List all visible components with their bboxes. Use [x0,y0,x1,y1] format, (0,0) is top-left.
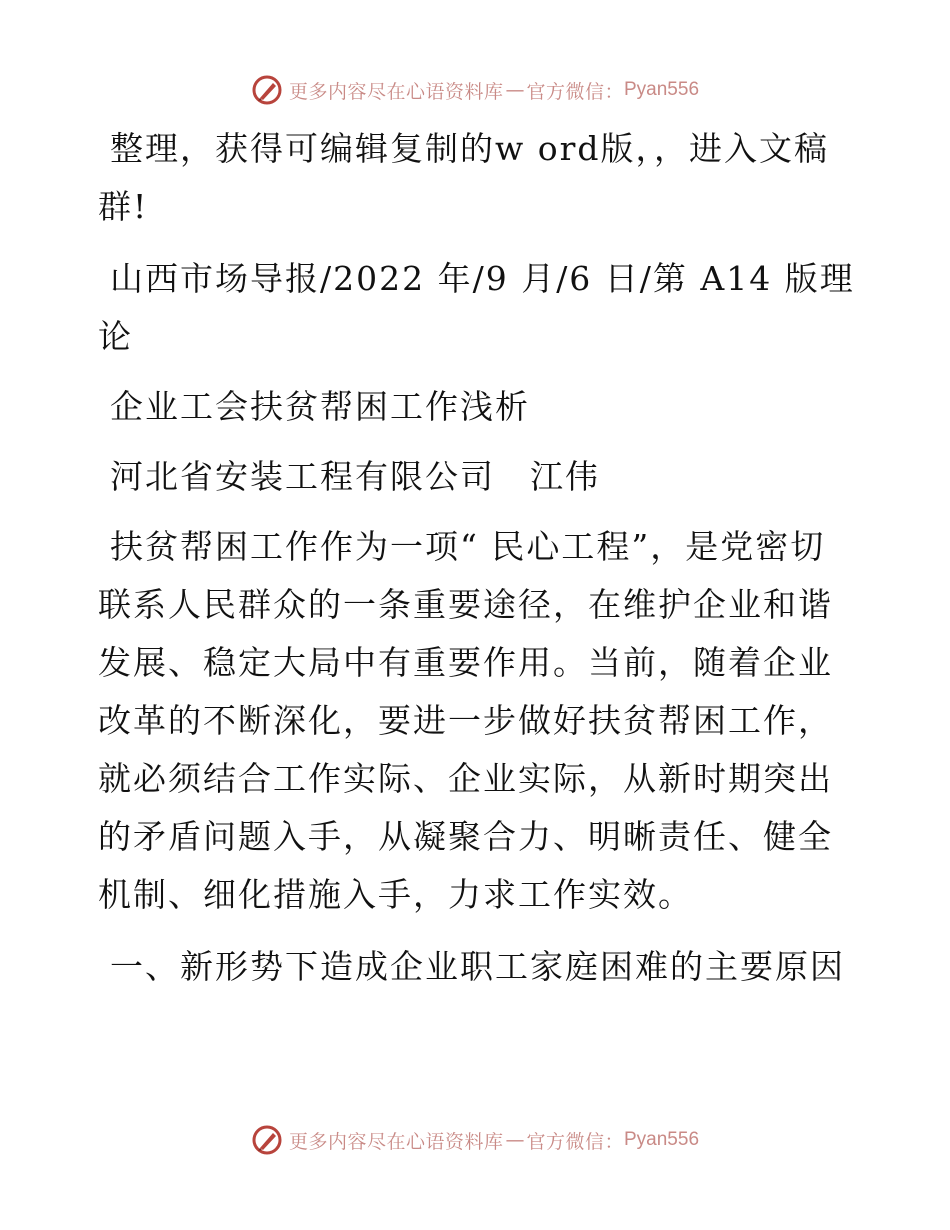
watermark-dash: — [505,79,525,101]
watermark-header [0,72,950,108]
watermark-dash: — [505,1129,525,1151]
watermark-text: 更多内容尽在心语资料库 [288,1130,504,1153]
watermark-text: 更多内容尽在心语资料库 [288,80,504,103]
article-title: 企业工会扶贫帮困工作浅析 [110,387,530,426]
section-heading: 一、新形势下造成企业职工家庭困难的主要原因 [110,947,845,986]
document-body [98,120,858,996]
author-line: 河北省安装工程有限公司 江伟 [110,457,600,496]
watermark-footer [0,1122,950,1158]
body-paragraph: 扶贫帮困工作作为一项“ 民心工程”，是党密切联系人民群众的一条重要途径，在维护企业和谐发展、稳定大局中有重要作用。当前，随着企业改革的不断深化，要进一步做好扶贫帮困工作，就必须结合工作实际、企业实际，从新时期突出的矛盾问题入手，从凝聚合力、明晰责任、健全机制、细化措施入手，力求工作实效。 [98,527,833,914]
quill-pen-circle-icon [251,74,283,106]
watermark-brand: Pyan556 [624,79,700,100]
quill-pen-circle-icon [251,1124,283,1156]
intro-paragraph: 整理，获得可编辑复制的w ord版，，进入文稿群! [98,129,830,226]
watermark-suffix: 官方微信： [526,80,624,103]
watermark-suffix: 官方微信： [526,1130,624,1153]
watermark-brand: Pyan556 [624,1129,700,1150]
source-line: 山西市场导报/2022 年/9 月/6 日/第 A14 版理论 [98,259,855,356]
